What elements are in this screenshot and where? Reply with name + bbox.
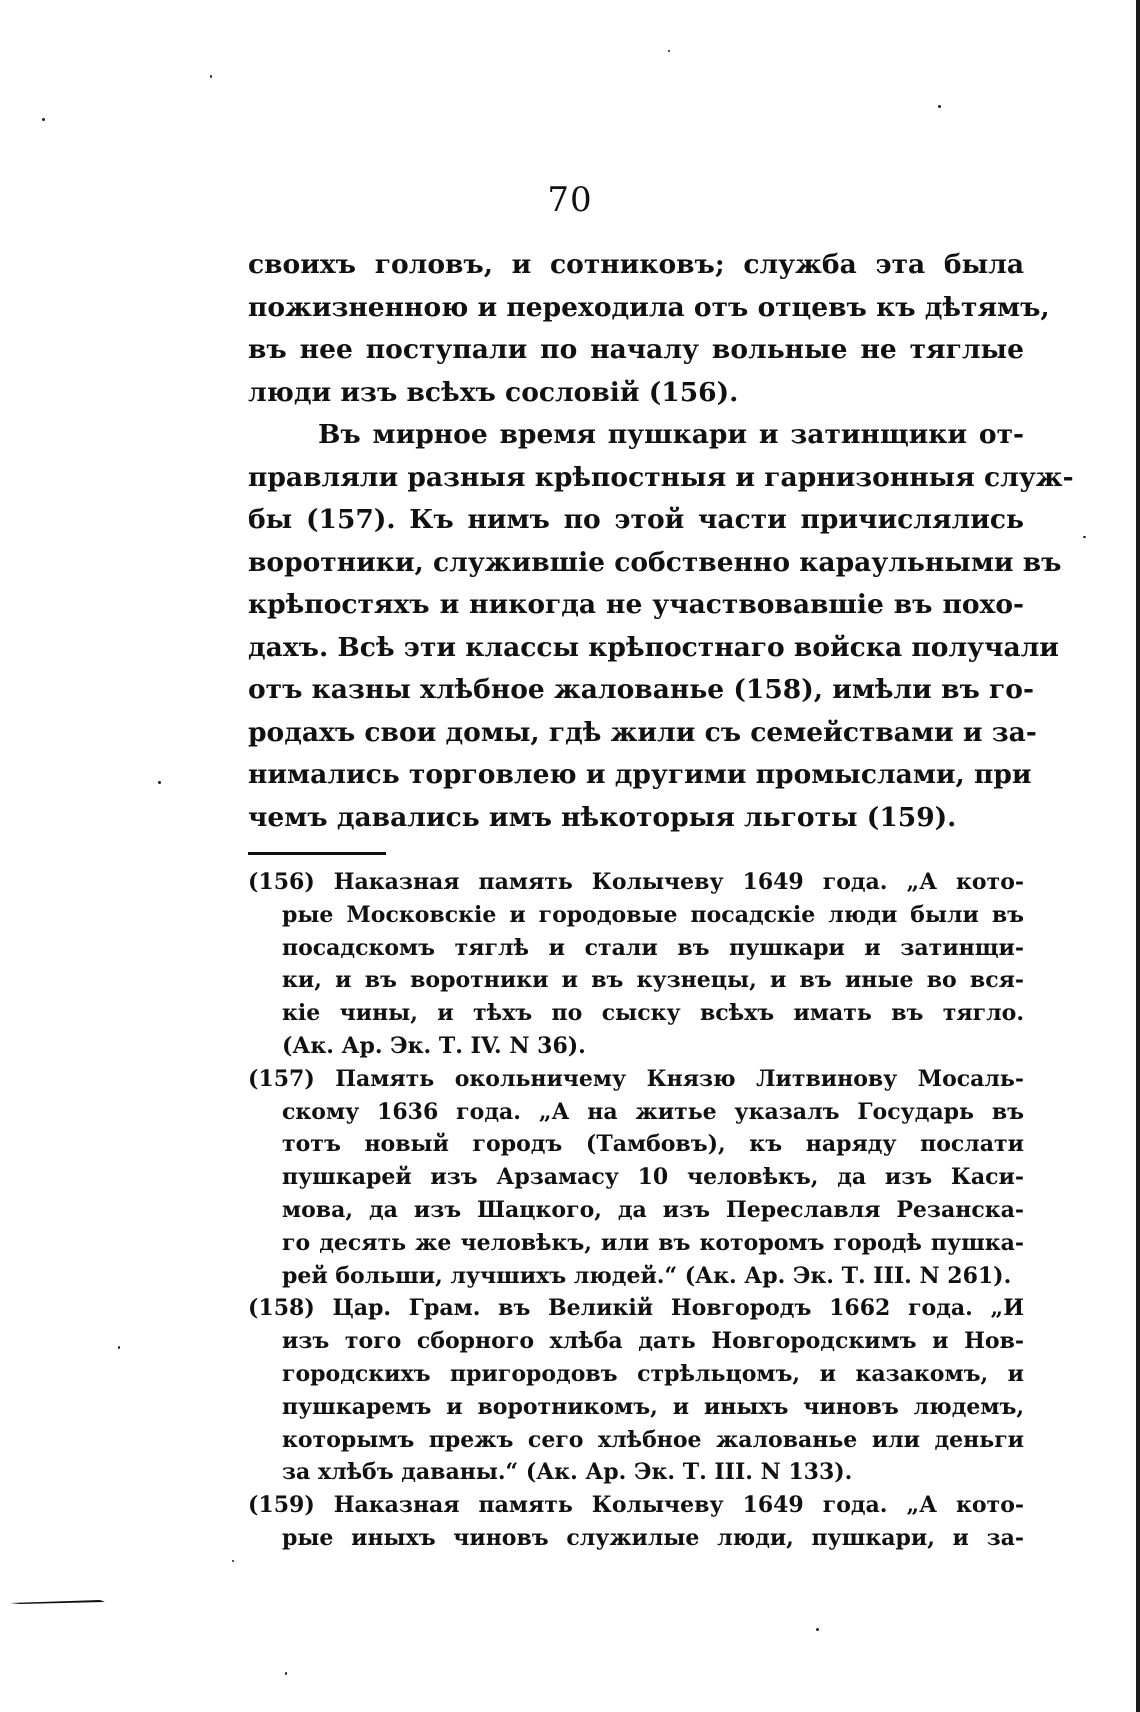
text-line: своихъ головъ, и сотниковъ; служба эта была	[248, 249, 1024, 280]
footnote-156	[248, 866, 1024, 1063]
footnote-line: пушкаремъ и воротникомъ, и иныхъ чиновъ людемъ,	[282, 1393, 1024, 1420]
footnote-158	[248, 1292, 1024, 1489]
footnote-line: го десять же человѣкъ, или въ которомъ городѣ пушка-	[282, 1229, 1024, 1256]
scan-speck	[232, 1560, 234, 1562]
paragraph	[248, 244, 1050, 414]
text-line: родахъ свои домы, гдѣ жили съ семействами и за-	[248, 716, 1037, 748]
footnote-line: рые иныхъ чиновъ служилые люди, пушкари, и за-	[282, 1524, 1024, 1551]
footnote-line: (157) Память окольничему Князю Литвинову Мосаль-	[248, 1065, 1024, 1092]
main-text	[248, 244, 1074, 839]
text-line: люди изъ всѣхъ сословій (156).	[248, 376, 739, 408]
footnote-line: посадскомъ тяглѣ и стали въ пушкари и затинщи-	[282, 934, 1024, 961]
text-line: отъ казны хлѣбное жалованье (158), имѣли въ го-	[248, 674, 1034, 705]
text-line: пожизненною и переходила отъ отцевъ къ дѣтямъ,	[248, 291, 1050, 323]
text-line: чемъ давались имъ нѣкоторыя льготы (159).	[248, 801, 957, 833]
scan-speck	[158, 781, 161, 784]
page-edge	[1136, 0, 1140, 1712]
scan-speck	[42, 118, 45, 121]
footnote-separator	[248, 852, 386, 855]
scan-speck	[938, 105, 941, 108]
scan-speck	[118, 1346, 120, 1349]
footnote-line: городскихъ пригородовъ стрѣльцомъ, и казакомъ, и	[282, 1360, 1024, 1387]
footnote-159	[248, 1489, 1024, 1555]
footnote-line: кіе чины, и тѣхъ по сыску всѣхъ имать въ тягло.	[282, 1000, 1024, 1027]
footnote-line: (158) Цар. Грам. въ Великій Новгородъ 1662 года. „И	[248, 1295, 1024, 1322]
text-line: дахъ. Всѣ эти классы крѣпостнаго войска получали	[248, 631, 1059, 663]
footnote-line: рые Московскіе и городовые посадскіе люди были въ	[282, 901, 1024, 928]
text-line: воротники, служившіе собственно караульными въ	[248, 546, 1062, 578]
scan-speck	[668, 50, 670, 52]
scan-speck	[816, 1628, 819, 1631]
footnote-line: пушкарей изъ Арзамасу 10 человѣкъ, да изъ Каси-	[282, 1164, 1024, 1191]
footnote-157	[248, 1063, 1024, 1293]
paragraph	[248, 414, 1074, 839]
text-line: бы (157). Къ нимъ по этой части причислялись	[248, 504, 1024, 535]
scan-speck	[285, 1672, 287, 1675]
footnote-line: которымъ прежъ сего хлѣбное жалованье или деньги	[282, 1426, 1024, 1453]
footnote-line: за хлѣбъ даваны.“ (Ак. Ар. Эк. Т. III. N 133).	[282, 1459, 853, 1486]
footnotes	[248, 866, 1024, 1555]
text-line: въ нее поступали по началу вольные не тяглые	[248, 334, 1024, 365]
footnote-line: (Ак. Ар. Эк. Т. IV. N 36).	[282, 1032, 586, 1059]
footnote-line: (159) Наказная память Колычеву 1649 года. „А кото-	[248, 1492, 1024, 1519]
scan-speck	[210, 75, 212, 78]
text-line: Въ мирное время пушкари и затинщики от-	[318, 419, 1024, 450]
footnote-line: тотъ новый городъ (Тамбовъ), къ наряду послати	[282, 1131, 1024, 1158]
margin-mark	[10, 1598, 110, 1606]
footnote-line: мова, да изъ Шацкого, да изъ Переславля Резанска-	[282, 1196, 1024, 1223]
text-line: правляли разныя крѣпостныя и гарнизонныя служ-	[248, 461, 1074, 493]
scan-speck	[1083, 536, 1086, 538]
footnote-line: (156) Наказная память Колычеву 1649 года. „А кото-	[248, 869, 1024, 895]
text-line: нимались торговлею и другими промыслами, при	[248, 759, 1032, 790]
footnote-line: изъ того сборного хлѣба дать Новгородскимъ и Нов-	[282, 1328, 1024, 1355]
text-line: крѣпостяхъ и никогда не участвовавшіе въ похо-	[248, 589, 1024, 620]
footnote-line: ки, и въ воротники и въ кузнецы, и въ иные во вся-	[282, 967, 1024, 994]
footnote-line: скому 1636 года. „А на житье указалъ Государь въ	[282, 1098, 1024, 1125]
footnote-line: рей больши, лучшихъ людей.“ (Ак. Ар. Эк. Т. III. N 261).	[282, 1262, 1012, 1289]
page-number: 70	[547, 180, 593, 220]
